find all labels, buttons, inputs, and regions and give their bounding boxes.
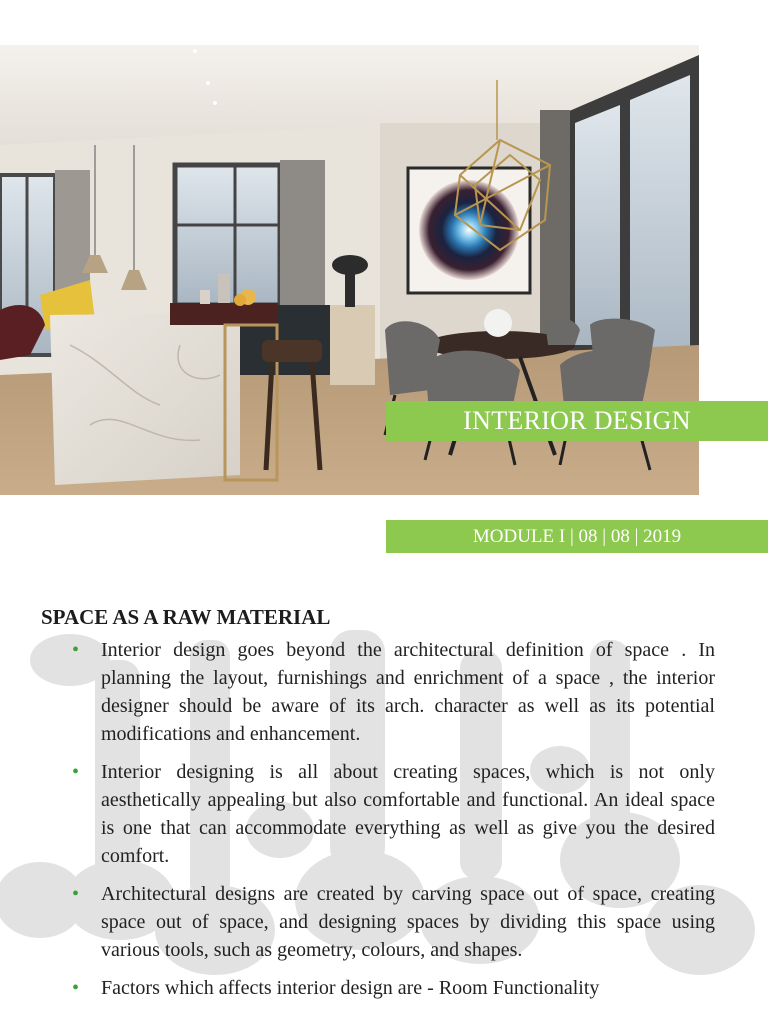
- bullet-list: [72, 636, 715, 1012]
- title-banner: INTERIOR DESIGN: [386, 401, 768, 441]
- bullet-icon: •: [72, 761, 80, 783]
- list-item: [72, 758, 715, 870]
- module-date-banner: MODULE I | 08 | 08 | 2019: [386, 520, 768, 553]
- bullet-text: Interior designing is all about creating spaces, which is not only aesthetically appealing but also comfortable and functional. An ideal space is one that can accommodate everything as well as give you the desired comfort.: [101, 761, 715, 867]
- bullet-icon: •: [72, 639, 80, 661]
- list-item: [72, 974, 715, 1002]
- bullet-icon: •: [72, 977, 80, 999]
- bullet-text: Architectural designs are created by carving space out of space, creating space out of space, and designing spaces by dividing this space using various tools, such as geometry, colours, and shapes.: [101, 883, 715, 961]
- section-heading: SPACE AS A RAW MATERIAL: [41, 605, 331, 629]
- bullet-icon: •: [72, 883, 80, 905]
- list-item: [72, 636, 715, 748]
- bullet-text: Factors which affects interior design are - Room Functionality: [101, 977, 600, 999]
- bullet-text: Interior design goes beyond the architectural definition of space . In planning the layout, furnishings and enrichment of a space , the interior designer should be aware of its arch. character as well as its potential modifications and enhancement.: [101, 639, 715, 745]
- list-item: [72, 880, 715, 964]
